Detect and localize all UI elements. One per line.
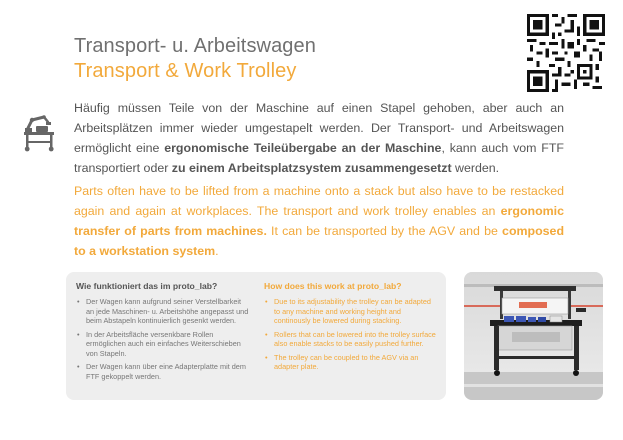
info-column-en (264, 281, 438, 376)
info-box (66, 272, 446, 400)
trolley-robot-icon (22, 114, 56, 152)
page-title-de: Transport- u. Arbeitswagen (74, 35, 316, 57)
list-item: • In der Arbeitsfläche versenkbare Rollen ermöglichen auch ein einfaches Weiterschieben von Stapeln. (77, 329, 241, 358)
info-list-en (264, 297, 438, 372)
info-column-de (76, 281, 250, 385)
page-title-en: Transport & Work Trolley (74, 60, 297, 82)
intro-paragraph-en: Parts often have to be lifted from a machine onto a stack but also have to be restacked again and again at workplaces. The transport and work trolley enables an ergonomic transfer of parts from machines. It can be transported by the AGV and be composed to a workstation system. (74, 184, 565, 258)
emphasis-workstation-en: composed to a workstation system (74, 224, 565, 258)
intro-paragraph-de: Häufig müssen Teile von der Maschine auf einen Stapel gehoben, aber auch an Arbeitsplätzen immer wieder umgestapelt werden. Der Transport- und Arbeitswagen ermöglicht eine ergonomische Teileübergabe an der Maschine, kann auch vom FTF transportiert oder zu einem Arbeitsplatzsystem zusammengesetzt werden. (74, 101, 564, 175)
list-item: • Due to its adjustability the trolley can be adapted to any machine and working height and continously be lowered during stacking. (265, 297, 431, 325)
emphasis-ergonomic-de: ergonomische Teileübergabe an der Maschine (164, 141, 442, 155)
list-item: • The trolley can be coupled to the AGV via an adapter plate. (265, 352, 419, 371)
trolley-photo (464, 272, 603, 400)
info-heading-en: How does this work at proto_lab? (264, 281, 402, 291)
list-item: • Rollers that can be lowered into the trolley surface also enable stacks to be easily pushed further. (265, 329, 436, 348)
emphasis-ergonomic-en: ergonomic transfer of parts from machines. (74, 204, 564, 238)
info-heading-de: Wie funktioniert das im proto_lab? (76, 281, 218, 291)
info-list-de (76, 297, 250, 381)
qr-code-icon[interactable] (527, 14, 605, 92)
list-item: • Der Wagen kann über eine Adapterplatte mit dem FTF gekoppelt werden. (77, 362, 246, 381)
list-item: • Der Wagen kann aufgrund seiner Verstellbarkeit an jede Maschinen- u. Arbeitshöhe angepasst und beim Abstapeln kontinuierlich gesenkt werden. (77, 297, 249, 325)
emphasis-workstation-de: zu einem Arbeitsplatzsystem zusammengesetzt (171, 161, 452, 175)
